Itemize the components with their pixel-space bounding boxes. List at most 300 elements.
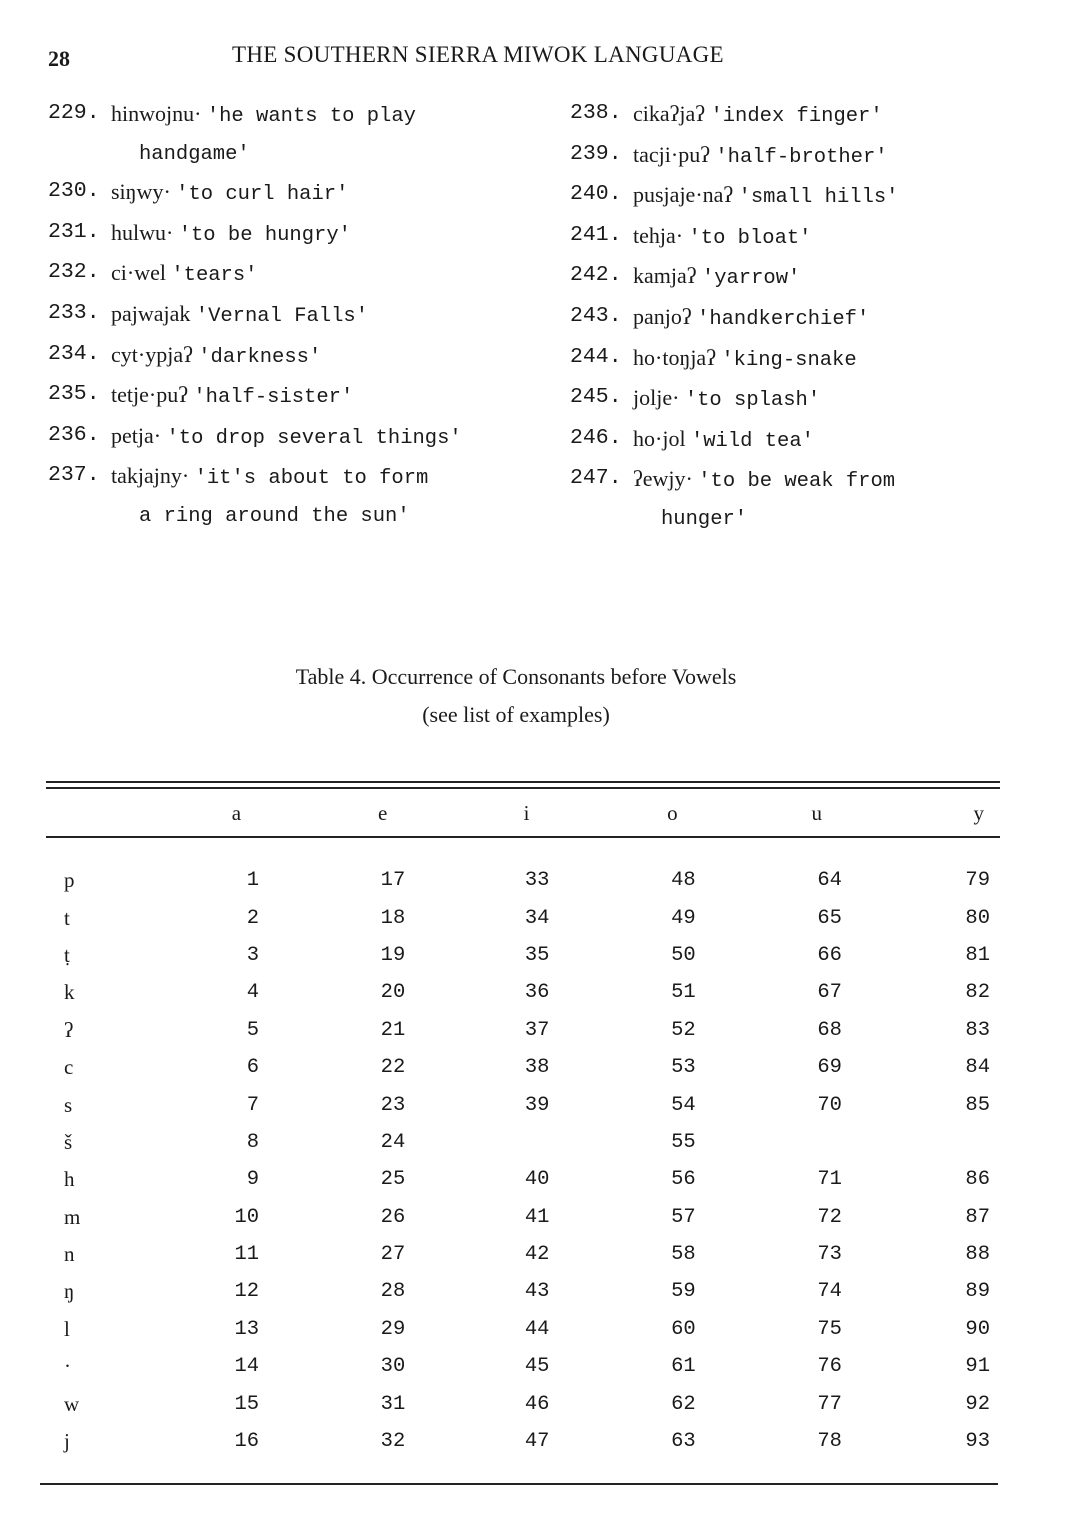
example-reference-number: 58 [671, 1243, 696, 1267]
table-cell [549, 1311, 695, 1348]
row-label-consonant: · [64, 1354, 71, 1379]
table-cell [405, 1311, 549, 1348]
example-gloss: 'it's about to form [194, 467, 429, 491]
table-cell [259, 1049, 405, 1086]
table-cell [405, 974, 549, 1011]
example-reference-number: 40 [524, 1168, 550, 1192]
example-number: 232. [48, 260, 100, 285]
table-cell [190, 1385, 259, 1422]
row-label-consonant: w [64, 1391, 80, 1416]
example-entry [570, 460, 1040, 538]
table-cell [696, 899, 842, 936]
example-reference-number: 67 [817, 981, 842, 1005]
example-reference-number: 20 [380, 981, 406, 1005]
table-row [46, 1348, 1000, 1385]
example-number: 243. [570, 303, 622, 328]
row-label-consonant: ʔ [64, 1017, 74, 1042]
table-cell [842, 1273, 1000, 1310]
example-reference-number: 57 [671, 1205, 696, 1229]
table-cell [696, 974, 842, 1011]
example-gloss: 'wild tea' [690, 429, 814, 453]
table-cell [259, 1012, 405, 1049]
table-cell [259, 1311, 405, 1348]
example-reference-number: 41 [524, 1205, 550, 1229]
example-reference-number: 19 [380, 943, 406, 967]
table-cell [696, 1012, 842, 1049]
example-entry [48, 95, 558, 173]
example-gloss-continuation: handgame' [139, 142, 250, 166]
example-gloss-continuation: a ring around the sun' [139, 504, 410, 528]
table-top-rule [46, 781, 1000, 783]
example-entry [570, 176, 1040, 217]
example-number: 239. [570, 141, 622, 166]
table-row [46, 937, 1000, 974]
table-caption-title: Table 4. Occurrence of Consonants before Vowels [295, 664, 737, 689]
example-entry [570, 379, 1040, 420]
table-cell [190, 1124, 259, 1161]
example-reference-number: 51 [671, 981, 696, 1005]
column-header-y: y [973, 800, 984, 825]
table-cell [190, 1199, 259, 1236]
example-entry [48, 457, 558, 535]
table-cell [190, 974, 259, 1011]
example-reference-number: 37 [524, 1018, 550, 1042]
example-gloss: 'tears' [171, 264, 258, 288]
row-label-consonant: j [64, 1429, 70, 1454]
table-cell [405, 1423, 549, 1460]
table-cell [549, 1385, 695, 1422]
example-reference-number: 66 [817, 943, 842, 967]
row-label-consonant: ŋ [64, 1279, 75, 1304]
row-label-consonant: h [64, 1167, 75, 1192]
example-reference-number: 8 [246, 1130, 260, 1154]
table-cell [842, 1086, 1000, 1123]
example-reference-number: 72 [817, 1205, 842, 1229]
table-cell [842, 1348, 1000, 1385]
example-reference-number: 2 [246, 906, 260, 930]
table-cell [842, 899, 1000, 936]
example-reference-number: 22 [380, 1056, 406, 1080]
example-reference-number: 15 [234, 1392, 260, 1416]
example-form: tehja· [633, 222, 684, 248]
example-reference-number: 85 [965, 1093, 990, 1117]
table-cell [842, 1012, 1000, 1049]
example-reference-number: 42 [524, 1243, 550, 1267]
example-form: hinwojnu· [111, 101, 202, 126]
example-reference-number: 11 [234, 1243, 260, 1267]
example-form: ʔewjy· [633, 466, 693, 492]
table-header-blank [46, 794, 190, 832]
table-cell [549, 899, 695, 936]
table-cell [190, 899, 259, 936]
example-number: 245. [570, 385, 622, 410]
example-reference-number: 86 [965, 1168, 990, 1192]
example-number: 235. [48, 382, 100, 407]
example-number: 230. [48, 179, 100, 204]
example-reference-number: 71 [817, 1168, 842, 1192]
table-cell [405, 1199, 549, 1236]
example-reference-number: 63 [671, 1430, 696, 1454]
row-label-consonant: ṭ [64, 942, 70, 967]
example-reference-number: 44 [524, 1317, 550, 1341]
example-reference-number: 89 [965, 1280, 990, 1304]
example-reference-number: 62 [671, 1392, 696, 1416]
example-form: siŋwy· [111, 179, 171, 205]
table-cell [549, 1236, 695, 1273]
row-label-consonant: m [64, 1204, 81, 1229]
table-cell [259, 1161, 405, 1198]
column-header-i: i [523, 800, 530, 825]
table-row [46, 1086, 1000, 1123]
example-reference-number: 14 [234, 1355, 260, 1379]
example-reference-number: 43 [524, 1280, 550, 1304]
table-cell [405, 1161, 549, 1198]
example-reference-number: 92 [965, 1392, 990, 1416]
table-cell [190, 862, 259, 899]
table-cell [549, 937, 695, 974]
table-cell [190, 1273, 259, 1310]
table-row [46, 1012, 1000, 1049]
table-cell [696, 1273, 842, 1310]
table-cell [696, 1423, 842, 1460]
example-gloss: 'half-brother' [715, 145, 888, 169]
table-cell [696, 1385, 842, 1422]
example-form: kamjaʔ [633, 263, 697, 289]
example-number: 247. [570, 466, 622, 491]
example-column-right [570, 95, 1040, 539]
example-reference-number: 26 [380, 1205, 406, 1229]
example-reference-number: 68 [817, 1018, 842, 1042]
table-cell [842, 862, 1000, 899]
table-cell [190, 1086, 259, 1123]
example-gloss: 'small hills' [738, 186, 899, 210]
table-row [46, 1311, 1000, 1348]
table-cell [259, 1236, 405, 1273]
table-cell [549, 1199, 695, 1236]
example-entry [570, 339, 1040, 380]
example-reference-number: 21 [380, 1018, 406, 1042]
example-reference-number: 16 [234, 1430, 260, 1454]
column-header-o: o [667, 800, 678, 825]
example-reference-number: 32 [380, 1430, 406, 1454]
example-number: 237. [48, 463, 100, 488]
table-cell [259, 1385, 405, 1422]
table-row [46, 1124, 1000, 1161]
example-form: ci·wel [111, 260, 166, 286]
example-entry [48, 376, 558, 417]
table-cell [696, 937, 842, 974]
table-cell [190, 1049, 259, 1086]
example-entry [570, 217, 1040, 258]
example-reference-number: 13 [234, 1317, 260, 1341]
example-reference-number: 4 [246, 981, 260, 1005]
example-reference-number: 74 [817, 1280, 842, 1304]
example-reference-number: 70 [817, 1093, 842, 1117]
example-number: 231. [48, 219, 100, 244]
example-reference-number: 76 [817, 1355, 842, 1379]
example-reference-number: 29 [380, 1317, 406, 1341]
table-cell [405, 937, 549, 974]
example-number: 234. [48, 341, 100, 366]
table-row [46, 899, 1000, 936]
example-reference-number: 91 [965, 1355, 990, 1379]
table-cell [405, 1348, 549, 1385]
example-reference-number: 50 [671, 943, 696, 967]
example-reference-number: 80 [965, 906, 990, 930]
example-reference-number: 17 [380, 869, 406, 893]
table-caption-note: (see list of examples) [422, 702, 610, 727]
example-form: takjajny· [111, 463, 190, 489]
table-cell [190, 1311, 259, 1348]
table-cell [549, 1273, 695, 1310]
example-reference-number: 25 [380, 1168, 406, 1192]
example-reference-number: 54 [671, 1093, 696, 1117]
example-entry [570, 95, 1040, 136]
example-form: hulwu· [111, 219, 174, 245]
example-reference-number: 7 [246, 1093, 260, 1117]
example-reference-number: 28 [380, 1280, 406, 1304]
example-gloss: 'half-sister' [193, 386, 354, 410]
example-reference-number: 33 [524, 869, 550, 893]
example-reference-number: 65 [817, 906, 842, 930]
table-row [46, 1423, 1000, 1460]
example-reference-number: 24 [380, 1130, 406, 1154]
example-reference-number: 10 [234, 1205, 260, 1229]
example-reference-number: 49 [671, 906, 696, 930]
example-reference-number: 39 [524, 1093, 550, 1117]
table-cell [405, 899, 549, 936]
table-cell [259, 937, 405, 974]
table-row [46, 974, 1000, 1011]
consonant-vowel-table [46, 794, 1000, 1460]
example-reference-number: 84 [965, 1056, 990, 1080]
example-reference-number: 60 [671, 1317, 696, 1341]
example-form: tacji·puʔ [633, 141, 710, 167]
table-cell [842, 1311, 1000, 1348]
example-gloss: 'to drop several things' [166, 426, 462, 450]
example-entry [48, 417, 558, 458]
example-reference-number: 52 [671, 1018, 696, 1042]
table-row [46, 1236, 1000, 1273]
table-cell [549, 1012, 695, 1049]
example-reference-number: 5 [246, 1018, 260, 1042]
row-label-consonant: c [64, 1055, 74, 1080]
example-number: 238. [570, 101, 622, 125]
table-cell [259, 1423, 405, 1460]
example-number: 244. [570, 344, 622, 369]
table-cell [842, 1161, 1000, 1198]
example-number: 236. [48, 422, 100, 447]
table-cell [842, 974, 1000, 1011]
table-cell [190, 1012, 259, 1049]
table-cell [190, 1348, 259, 1385]
example-reference-number: 59 [671, 1280, 696, 1304]
example-reference-number: 56 [671, 1168, 696, 1192]
row-label-consonant: š [64, 1129, 73, 1154]
example-reference-number: 12 [234, 1280, 260, 1304]
table-row [46, 1161, 1000, 1198]
row-label-consonant: s [64, 1092, 73, 1117]
example-reference-number: 53 [671, 1056, 696, 1080]
table-cell [696, 1348, 842, 1385]
table-row [46, 1049, 1000, 1086]
example-form: petja· [111, 422, 162, 448]
example-number: 240. [570, 182, 622, 207]
running-head: THE SOUTHERN SIERRA MIWOK LANGUAGE [232, 42, 724, 67]
table-cell [842, 1236, 1000, 1273]
example-column-left [48, 95, 558, 536]
table-cell [259, 974, 405, 1011]
table-cell [549, 974, 695, 1011]
column-header-a: a [231, 800, 242, 825]
table-cell [405, 1012, 549, 1049]
example-form: ho·jol [633, 425, 686, 451]
example-number: 246. [570, 425, 622, 450]
example-form: ho·toŋjaʔ [633, 344, 716, 370]
example-entry [48, 173, 558, 214]
example-reference-number: 61 [671, 1355, 696, 1379]
example-gloss: 'to be hungry' [178, 223, 351, 247]
example-reference-number: 82 [965, 981, 990, 1005]
example-reference-number: 88 [965, 1243, 990, 1267]
table-cell [259, 1348, 405, 1385]
example-entry [570, 257, 1040, 298]
example-reference-number: 79 [965, 869, 990, 893]
example-entry [48, 295, 558, 336]
table-cell [405, 1236, 549, 1273]
row-label-consonant: l [64, 1316, 70, 1341]
table-cell [190, 1161, 259, 1198]
example-gloss: 'Vernal Falls' [195, 304, 369, 328]
table-cell [190, 1236, 259, 1273]
table-cell [259, 862, 405, 899]
example-form: pajwajak [111, 300, 191, 326]
example-reference-number: 31 [380, 1392, 406, 1416]
example-form: panjoʔ [633, 303, 692, 329]
table-cell [696, 1199, 842, 1236]
table-cell [190, 937, 259, 974]
table-cell [549, 1161, 695, 1198]
example-form: pusjaje·naʔ [633, 182, 734, 208]
table-cell [696, 862, 842, 899]
table-row [46, 1199, 1000, 1236]
table-cell [259, 1086, 405, 1123]
table-bottom-rule [40, 1483, 998, 1485]
table-cell [259, 899, 405, 936]
table-cell [549, 1049, 695, 1086]
table-cell [405, 1273, 549, 1310]
example-reference-number: 64 [817, 869, 842, 893]
example-gloss: 'he wants to play [206, 105, 416, 128]
example-gloss: 'to bloat' [688, 226, 812, 250]
example-reference-number: 34 [524, 906, 550, 930]
column-header-u: u [811, 800, 822, 825]
example-reference-number: 81 [965, 943, 990, 967]
table-cell [259, 1273, 405, 1310]
example-reference-number: 38 [524, 1056, 550, 1080]
example-entry [570, 298, 1040, 339]
example-reference-number: 48 [671, 869, 696, 893]
table-cell [696, 1124, 842, 1161]
example-reference-number: 30 [380, 1355, 406, 1379]
table-cell [549, 862, 695, 899]
table-cell [842, 1124, 1000, 1161]
example-form: tetje·puʔ [111, 382, 188, 408]
example-reference-number: 47 [524, 1430, 550, 1454]
table-cell [696, 1049, 842, 1086]
example-gloss: 'yarrow' [701, 267, 801, 291]
example-number: 242. [570, 263, 622, 288]
table-row [46, 862, 1000, 899]
table-cell [842, 1423, 1000, 1460]
table-cell [696, 1161, 842, 1198]
table-cell [696, 1311, 842, 1348]
example-gloss-continuation: hunger' [661, 507, 748, 531]
table-cell [259, 1124, 405, 1161]
table-cell [696, 1236, 842, 1273]
example-gloss: 'index finger' [710, 105, 883, 128]
table-top-rule-inner [46, 787, 1000, 789]
table-cell [549, 1423, 695, 1460]
example-gloss: 'to curl hair' [176, 183, 349, 207]
example-reference-number: 36 [524, 981, 550, 1005]
table-cell [842, 1049, 1000, 1086]
example-reference-number: 90 [965, 1317, 990, 1341]
table-cell [549, 1124, 695, 1161]
example-entry [48, 336, 558, 377]
example-reference-number: 27 [380, 1243, 406, 1267]
example-reference-number: 69 [817, 1056, 842, 1080]
example-number: 233. [48, 300, 100, 325]
example-reference-number: 78 [817, 1430, 842, 1454]
table-cell [405, 1385, 549, 1422]
table-row [46, 1273, 1000, 1310]
table-header-row [46, 794, 1000, 832]
row-label-consonant: p [64, 868, 75, 893]
table-cell [549, 1086, 695, 1123]
table-cell [842, 1199, 1000, 1236]
table-cell [405, 1049, 549, 1086]
example-form: cikaʔjaʔ [633, 101, 706, 126]
example-form: jolje· [633, 385, 680, 411]
example-number: 229. [48, 101, 100, 125]
table-cell [405, 1124, 549, 1161]
table-cell [405, 1086, 549, 1123]
table-cell [405, 862, 549, 899]
example-reference-number: 35 [524, 943, 550, 967]
example-reference-number: 55 [671, 1130, 696, 1154]
example-reference-number: 73 [817, 1243, 842, 1267]
table-cell [190, 1423, 259, 1460]
example-entry [570, 136, 1040, 177]
table-cell [549, 1348, 695, 1385]
example-entry [48, 214, 558, 255]
example-reference-number: 93 [965, 1430, 990, 1454]
example-gloss: 'darkness' [198, 345, 322, 369]
example-reference-number: 83 [965, 1018, 990, 1042]
table-row [46, 1385, 1000, 1422]
example-reference-number: 87 [965, 1205, 990, 1229]
table-cell [842, 1385, 1000, 1422]
example-reference-number: 45 [524, 1355, 550, 1379]
example-entry [570, 420, 1040, 461]
example-reference-number: 1 [246, 869, 260, 893]
table-cell [259, 1199, 405, 1236]
example-reference-number: 18 [380, 906, 406, 930]
table-caption [0, 658, 1032, 734]
example-form: cyt·ypjaʔ [111, 341, 193, 367]
table-cell [696, 1086, 842, 1123]
